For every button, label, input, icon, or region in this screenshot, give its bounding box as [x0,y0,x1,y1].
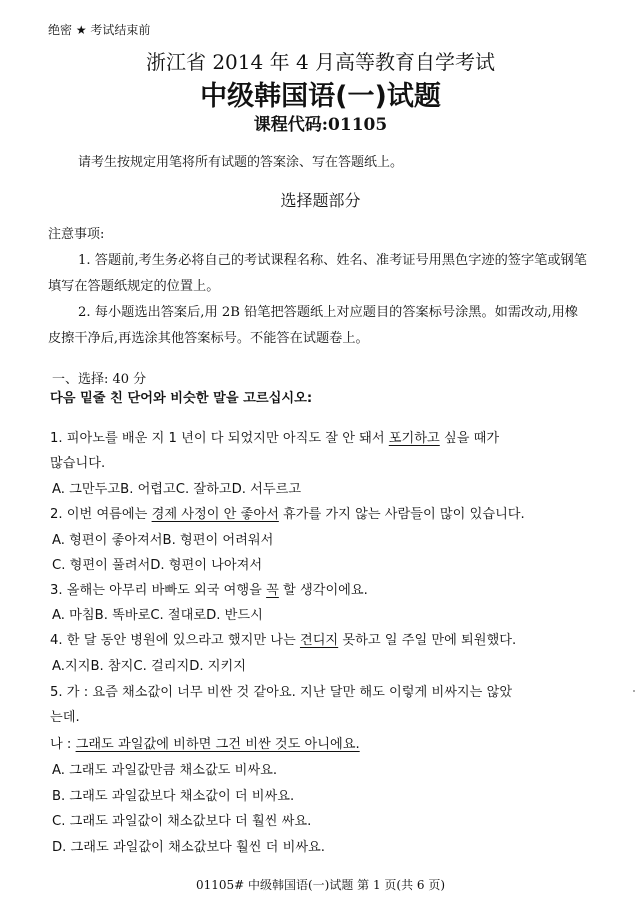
notes-heading: 注意事项: [48,227,105,242]
option-a[interactable]: A. 그래도 과일값만큼 채소값도 비싸요. [52,763,278,778]
option-d[interactable]: D. 그래도 과일값이 채소값보다 훨씬 더 비싸요. [52,840,325,855]
question-2-options-row1 [52,529,273,548]
part1-heading: 一、选择: 40 分 [52,372,147,387]
option-c[interactable]: C. 절대로 [150,608,207,623]
option-c[interactable]: C. 걸리지 [133,659,190,674]
option-b[interactable]: B. 형편이 어려워서 [162,533,274,548]
question-4-options [52,655,246,674]
underlined-phrase: 꼭 [266,583,279,598]
note-1-line1: 1. 答题前,考生务必将自己的考试课程名称、姓名、准考证号用黑色字迹的签字笔或钢笔 [78,253,587,268]
page-footer: 01105# 中级韩国语(一)试题 第 1 页(共 6 页) [195,878,446,892]
question-5-ga-cont: 는데. [50,710,80,725]
option-c[interactable]: C. 그래도 과일값이 채소값보다 더 훨씬 싸요. [52,814,312,829]
question-4: 4. 한 달 동안 병원에 있으라고 했지만 나는 견디지 못하고 일 주일 만에 퇴원했다. [50,633,517,648]
underlined-phrase: 그래도 과일값에 비하면 그건 비싼 것도 아니에요. [75,737,360,752]
scan-speck [633,690,635,692]
subject-title: 中级韩国语(一)试题 [200,81,441,112]
note-2-line1: 2. 每小题选出答案后,用 2B 铅笔把答题纸上对应题目的答案标号涂黑。如需改动,用橡 [78,305,578,320]
course-code: 课程代码:01105 [253,115,388,135]
question-1-options [52,478,301,497]
question-5-ga: 5. 가 : 요즘 채소값이 너무 비싼 것 같아요. 지난 달만 해도 이렇게 비싸지는 않았 [50,685,513,700]
question-5-na: 나 : 그래도 과일값에 비하면 그건 비싼 것도 아니에요. [50,737,360,752]
question-2: 2. 이번 여름에는 경제 사정이 안 좋아서 휴가를 가지 않는 사람들이 많이 있습니다. [50,507,525,522]
section-title: 选择题部分 [280,191,361,210]
option-d[interactable]: D. 서두르고 [231,482,302,497]
option-b[interactable]: B. 참지 [90,659,134,674]
underlined-phrase: 견디지 [299,633,339,648]
note-2-line2: 皮擦干净后,再选涂其他答案标号。不能答在试题卷上。 [48,331,369,346]
exam-title: 浙江省 2014 年 4 月高等教育自学考试 [145,50,496,74]
option-c[interactable]: C. 잘하고 [175,482,232,497]
confidential-label: 绝密 ★ 考试结束前 [48,23,151,37]
question-3: 3. 올해는 아무리 바빠도 외국 여행을 꼭 할 생각이에요. [50,583,368,598]
question-1: 1. 피아노를 배운 지 1 년이 다 되었지만 아직도 잘 안 돼서 포기하고 싶을 때가 [50,431,500,446]
note-1-line2: 填写在答题纸规定的位置上。 [48,279,220,294]
option-a[interactable]: A.지지 [52,659,91,674]
question-3-options [52,604,263,623]
option-a[interactable]: A. 형편이 좋아져서 [52,533,163,548]
option-d[interactable]: D. 형편이 나아져서 [150,558,263,573]
option-b[interactable]: B. 어렵고 [120,482,176,497]
option-d[interactable]: D. 지키지 [189,659,246,674]
question-2-options-row2 [52,554,262,573]
option-a[interactable]: A. 그만두고 [52,482,121,497]
question-1-cont: 많습니다. [50,456,106,471]
option-b[interactable]: B. 똑바로 [94,608,151,623]
instruction-text: 请考生按规定用笔将所有试题的答案涂、写在答题纸上。 [78,155,404,170]
underlined-phrase: 포기하고 [388,431,440,446]
underlined-phrase: 경제 사정이 안 좋아서 [151,507,279,522]
option-b[interactable]: B. 그래도 과일값보다 채소값이 더 비싸요. [52,789,295,804]
option-c[interactable]: C. 형편이 풀려서 [52,558,151,573]
part1-directive: 다음 밑줄 친 단어와 비슷한 말을 고르십시오: [50,391,313,406]
option-d[interactable]: D. 반드시 [206,608,263,623]
option-a[interactable]: A. 마침 [52,608,95,623]
